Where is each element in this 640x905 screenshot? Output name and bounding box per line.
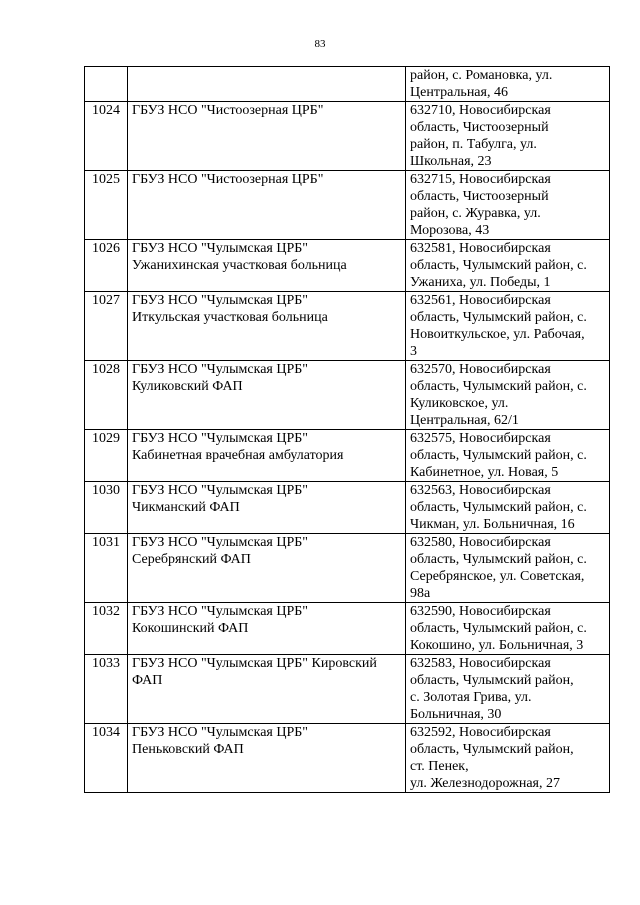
address-line: 632710, Новосибирская bbox=[410, 103, 551, 118]
facility-name-line: ГБУЗ НСО "Чулымская ЦРБ" bbox=[132, 483, 308, 498]
address-line: 98а bbox=[410, 586, 431, 601]
address-line: область, Чулымский район, с. bbox=[410, 258, 587, 273]
row-number: 1033 bbox=[85, 655, 128, 724]
facility-name-line: ГБУЗ НСО "Чулымская ЦРБ" bbox=[132, 535, 308, 550]
address-line: 632580, Новосибирская bbox=[410, 535, 551, 550]
facility-name-cell bbox=[128, 482, 406, 534]
address-line: 632592, Новосибирская bbox=[410, 725, 551, 740]
table-row bbox=[85, 534, 610, 603]
facility-name-line: ФАП bbox=[132, 673, 163, 688]
facility-name-line: ГБУЗ НСО "Чулымская ЦРБ" bbox=[132, 362, 308, 377]
row-number: 1028 bbox=[85, 361, 128, 430]
page-number: 83 bbox=[314, 38, 326, 50]
facility-name-line: ГБУЗ НСО "Чулымская ЦРБ" bbox=[132, 604, 308, 619]
table-row bbox=[85, 292, 610, 361]
address-cell bbox=[406, 292, 610, 361]
row-number: 1026 bbox=[85, 240, 128, 292]
facility-name-line: ГБУЗ НСО "Чулымская ЦРБ" bbox=[132, 725, 308, 740]
facility-name-line: ГБУЗ НСО "Чулымская ЦРБ" bbox=[132, 241, 308, 256]
row-number: 1031 bbox=[85, 534, 128, 603]
address-line: с. Золотая Грива, ул. bbox=[410, 690, 532, 705]
table-row bbox=[85, 655, 610, 724]
row-number: 1032 bbox=[85, 603, 128, 655]
facility-name-line: Пеньковский ФАП bbox=[132, 742, 244, 757]
address-line: ул. Железнодорожная, 27 bbox=[410, 776, 561, 791]
facility-name-line: Куликовский ФАП bbox=[132, 379, 243, 394]
address-line: область, Чистоозерный bbox=[410, 120, 549, 135]
facility-name-line: ГБУЗ НСО "Чулымская ЦРБ" bbox=[132, 431, 308, 446]
address-line: район, с. Романовка, ул. bbox=[410, 68, 553, 83]
facility-name-line: Кабинетная врачебная амбулатория bbox=[132, 448, 344, 463]
address-line: Больничная, 30 bbox=[410, 707, 502, 722]
address-line: область, Чулымский район, с. bbox=[410, 500, 587, 515]
address-cell bbox=[406, 603, 610, 655]
table-row bbox=[85, 171, 610, 240]
address-cell bbox=[406, 534, 610, 603]
address-line: Центральная, 62/1 bbox=[410, 413, 519, 428]
address-cell bbox=[406, 655, 610, 724]
address-line: 632715, Новосибирская bbox=[410, 172, 551, 187]
address-line: Серебрянское, ул. Советская, bbox=[410, 569, 585, 584]
address-line: Куликовское, ул. bbox=[410, 396, 509, 411]
address-cell bbox=[406, 102, 610, 171]
address-line: область, Чулымский район, с. bbox=[410, 379, 587, 394]
table-row bbox=[85, 724, 610, 793]
address-line: область, Чистоозерный bbox=[410, 189, 549, 204]
address-line: Чикман, ул. Больничная, 16 bbox=[410, 517, 575, 532]
address-line: область, Чулымский район, с. bbox=[410, 448, 587, 463]
address-line: область, Чулымский район, с. bbox=[410, 310, 587, 325]
address-line: область, Чулымский район, с. bbox=[410, 621, 587, 636]
address-cell bbox=[406, 430, 610, 482]
table-row bbox=[85, 482, 610, 534]
address-line: 632583, Новосибирская bbox=[410, 656, 551, 671]
address-line: 632563, Новосибирская bbox=[410, 483, 551, 498]
address-cell bbox=[406, 724, 610, 793]
facility-name-cell bbox=[128, 534, 406, 603]
facility-name-line: Кокошинский ФАП bbox=[132, 621, 249, 636]
address-line: Новоиткульское, ул. Рабочая, bbox=[410, 327, 585, 342]
facility-name-cell bbox=[128, 102, 406, 171]
facility-name-line: Ужанихинская участковая больница bbox=[132, 258, 347, 273]
row-number: 1034 bbox=[85, 724, 128, 793]
facility-name-line: Серебрянский ФАП bbox=[132, 552, 251, 567]
facility-name-cell bbox=[128, 171, 406, 240]
row-number: 1029 bbox=[85, 430, 128, 482]
address-cell bbox=[406, 67, 610, 102]
address-cell bbox=[406, 240, 610, 292]
row-number: 1027 bbox=[85, 292, 128, 361]
address-line: Центральная, 46 bbox=[410, 85, 508, 100]
facility-name-cell bbox=[128, 240, 406, 292]
facility-name-line: ГБУЗ НСО "Чулымская ЦРБ" Кировский bbox=[132, 656, 377, 671]
address-line: Ужаниха, ул. Победы, 1 bbox=[410, 275, 551, 290]
row-number: 1024 bbox=[85, 102, 128, 171]
facility-name-line: Чикманский ФАП bbox=[132, 500, 240, 515]
address-line: 632581, Новосибирская bbox=[410, 241, 551, 256]
facility-name-cell bbox=[128, 430, 406, 482]
facility-name-line: Иткульская участковая больница bbox=[132, 310, 328, 325]
table-row bbox=[85, 430, 610, 482]
facility-name-cell bbox=[128, 67, 406, 102]
address-line: область, Чулымский район, bbox=[410, 673, 574, 688]
address-line: 632575, Новосибирская bbox=[410, 431, 551, 446]
table-row bbox=[85, 67, 610, 102]
facility-name-line: ГБУЗ НСО "Чулымская ЦРБ" bbox=[132, 293, 308, 308]
address-line: Школьная, 23 bbox=[410, 154, 492, 169]
facility-table bbox=[84, 66, 610, 793]
facility-name-cell bbox=[128, 603, 406, 655]
address-line: ст. Пенек, bbox=[410, 759, 469, 774]
address-cell bbox=[406, 482, 610, 534]
facility-name-cell bbox=[128, 292, 406, 361]
address-line: 632590, Новосибирская bbox=[410, 604, 551, 619]
address-line: район, п. Табулга, ул. bbox=[410, 137, 537, 152]
facility-name-line: ГБУЗ НСО "Чистоозерная ЦРБ" bbox=[132, 172, 324, 187]
address-line: 632561, Новосибирская bbox=[410, 293, 551, 308]
table-body bbox=[85, 67, 610, 793]
address-line: область, Чулымский район, bbox=[410, 742, 574, 757]
facility-name-cell bbox=[128, 655, 406, 724]
address-line: район, с. Журавка, ул. bbox=[410, 206, 541, 221]
table-row bbox=[85, 361, 610, 430]
table-row bbox=[85, 603, 610, 655]
row-number: 1030 bbox=[85, 482, 128, 534]
facility-name-cell bbox=[128, 361, 406, 430]
table-row bbox=[85, 102, 610, 171]
address-line: Кабинетное, ул. Новая, 5 bbox=[410, 465, 559, 480]
row-number bbox=[85, 67, 128, 102]
address-line: Морозова, 43 bbox=[410, 223, 490, 238]
address-line: 632570, Новосибирская bbox=[410, 362, 551, 377]
address-cell bbox=[406, 171, 610, 240]
address-cell bbox=[406, 361, 610, 430]
facility-name-cell bbox=[128, 724, 406, 793]
row-number: 1025 bbox=[85, 171, 128, 240]
address-line: область, Чулымский район, с. bbox=[410, 552, 587, 567]
table-row bbox=[85, 240, 610, 292]
facility-name-line: ГБУЗ НСО "Чистоозерная ЦРБ" bbox=[132, 103, 324, 118]
address-line: 3 bbox=[410, 344, 417, 359]
address-line: Кокошино, ул. Больничная, 3 bbox=[410, 638, 584, 653]
